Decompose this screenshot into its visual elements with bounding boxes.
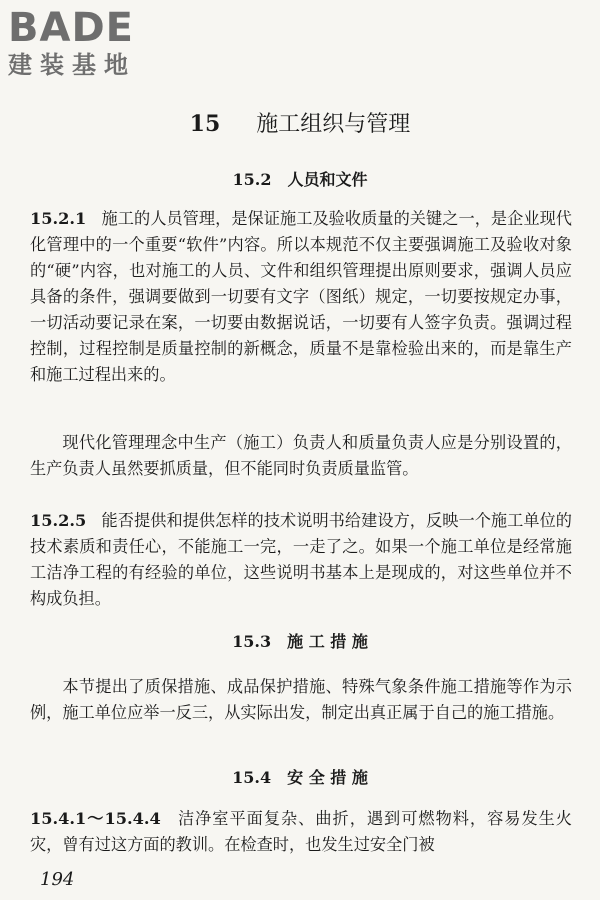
- logo-text-en: BADE: [8, 5, 134, 51]
- paragraph-15-2-5: [30, 508, 572, 612]
- chapter-number: 15: [189, 111, 221, 137]
- paragraph-15-4-1: [30, 806, 572, 858]
- section-heading-15-4: 15.4 安 全 措 施: [232, 768, 368, 787]
- logo-text-cn: 建装基地: [8, 51, 136, 79]
- paragraph-text: 能否提供和提供怎样的技术说明书给建设方，反映一个施工单位的技术素质和责任心，不能施工一完，一走了之。如果一个施工单位是经常施工洁净工程的有经验的单位，这些说明书基本上是现成的，对这些单位并不构成负担。: [30, 511, 572, 608]
- logo: [8, 6, 178, 80]
- section-heading-15-3: 15.3 施 工 措 施: [232, 632, 368, 651]
- paragraph-15-3: 本节提出了质保措施、成品保护措施、特殊气象条件施工措施等作为示例，施工单位应举一反三，从实际出发，制定出真正属于自己的施工措施。: [30, 677, 572, 722]
- chapter-title: [0, 108, 600, 141]
- paragraph-text: 洁净室平面复杂、曲折，遇到可燃物料，容易发生火灾，曾有过这方面的教训。在检查时，也发生过安全门被: [30, 809, 572, 854]
- chapter-name: 施工组织与管理: [256, 112, 411, 137]
- clause-number: 15.2.1: [30, 209, 87, 228]
- paragraph-text: 施工的人员管理，是保证施工及验收质量的关键之一，是企业现代化管理中的一个重要“软件”内容。所以本规范不仅主要强调施工及验收对象的“硬”内容，也对施工的人员、文件和组织管理提出原则要求，强调人员应具备的条件，强调要做到一切要有文字（图纸）规定，一切要按规定办事，一切活动要记录在案，一切要由数据说话，一切要有人签字负责。强调过程控制，过程控制是质量控制的新概念，质量不是靠检验出来的，而是靠生产和施工过程出来的。: [30, 209, 572, 384]
- page-number: 194: [40, 869, 75, 890]
- clause-number: 15.2.5: [30, 511, 87, 530]
- clause-number: 15.4.1～15.4.4: [30, 809, 161, 828]
- paragraph-15-2-1-cont: 现代化管理理念中生产（施工）负责人和质量负责人应是分别设置的，生产负责人虽然要抓质量，但不能同时负责质量监管。: [30, 433, 572, 478]
- paragraph-15-2-1: [30, 206, 572, 388]
- section-heading-15-2: 15.2 人员和文件: [232, 170, 368, 189]
